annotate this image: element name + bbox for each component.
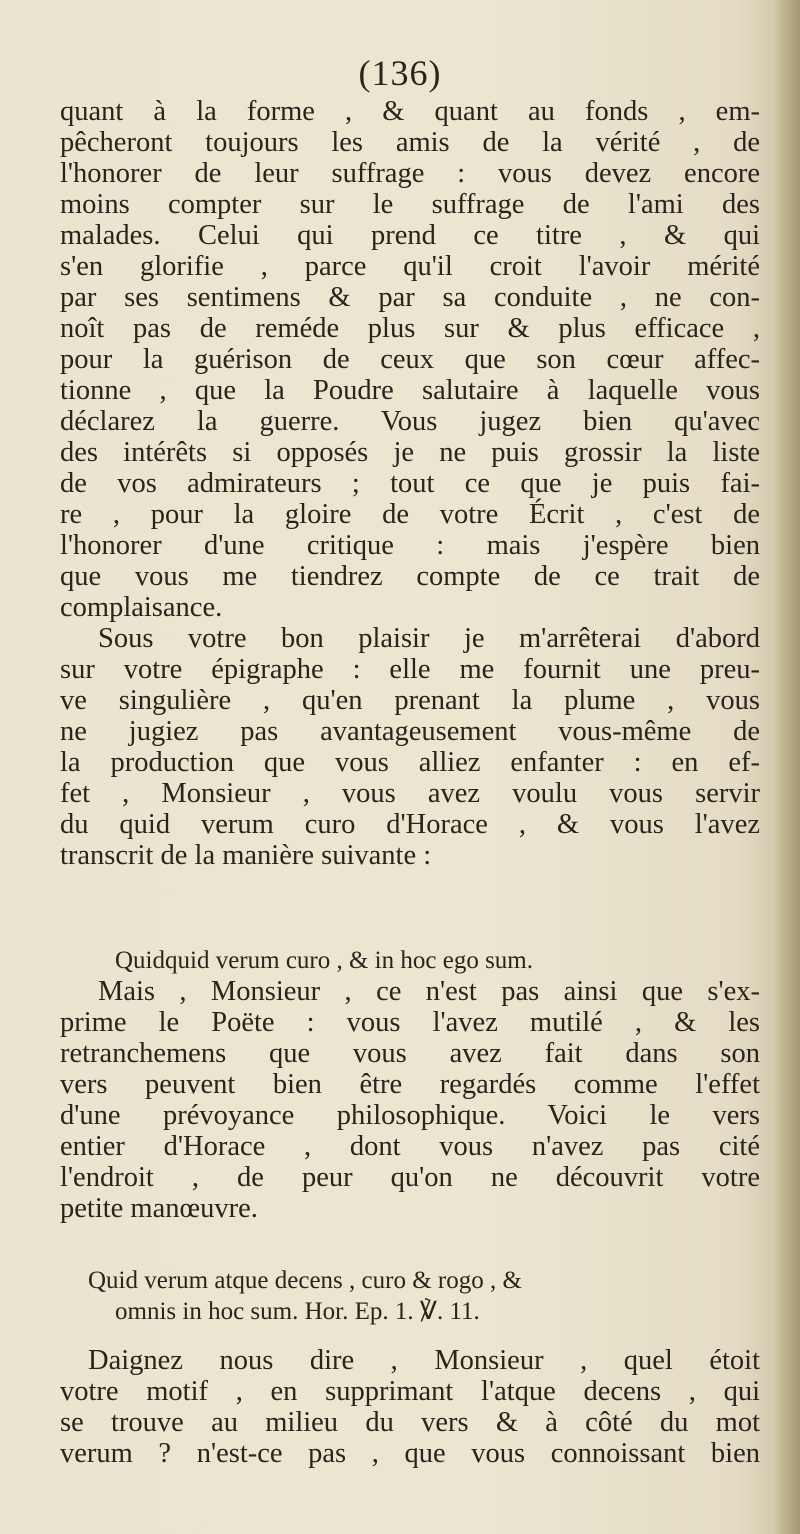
- text-line: pêcheront toujours les amis de la vérité , de: [60, 127, 760, 158]
- text-line: votre motif , en supprimant l'atque decens , qui: [60, 1376, 760, 1407]
- text-line: l'honorer d'une critique : mais j'espère bien: [60, 530, 760, 561]
- text-line: moins compter sur le suffrage de l'ami des: [60, 189, 760, 220]
- text-line: Sous votre bon plaisir je m'arrêterai d'abord: [98, 623, 760, 654]
- text-line: pour la guérison de ceux que son cœur affec-: [60, 344, 760, 375]
- text-line: du quid verum curo d'Horace , & vous l'avez: [60, 809, 760, 840]
- quote-line: Quid verum atque decens , curo & rogo , &: [88, 1267, 522, 1294]
- page-edge: [774, 0, 800, 1534]
- text-line: Mais , Monsieur , ce n'est pas ainsi que s'ex-: [98, 976, 760, 1007]
- text-line: tionne , que la Poudre salutaire à laquelle vous: [60, 375, 760, 406]
- text-line: re , pour la gloire de votre Écrit , c'est de: [60, 499, 760, 530]
- text-line: malades. Celui qui prend ce titre , & qui: [60, 220, 760, 251]
- text-line: par ses sentimens & par sa conduite , ne con-: [60, 282, 760, 313]
- text-line: Daignez nous dire , Monsieur , quel étoit: [88, 1345, 760, 1376]
- text-line: ve singulière , qu'en prenant la plume , vous: [60, 685, 760, 716]
- text-line: retranchemens que vous avez fait dans son: [60, 1038, 760, 1069]
- quotation-1: [60, 945, 760, 976]
- text-line: s'en glorifie , parce qu'il croit l'avoir mérité: [60, 251, 760, 282]
- text-line: prime le Poëte : vous l'avez mutilé , & les: [60, 1007, 760, 1038]
- quotation-2: [60, 1265, 760, 1327]
- text-line: l'honorer de leur suffrage : vous devez encore: [60, 158, 760, 189]
- text-line: fet , Monsieur , vous avez voulu vous servir: [60, 778, 760, 809]
- text-line: quant à la forme , & quant au fonds , em-: [60, 96, 760, 127]
- paragraph-block-2: [60, 976, 760, 1224]
- text-line: complaisance.: [60, 592, 223, 623]
- text-line: de vos admirateurs ; tout ce que je puis fai-: [60, 468, 760, 499]
- text-line: la production que vous alliez enfanter : en ef-: [60, 747, 760, 778]
- paragraph-block-1: [60, 96, 760, 871]
- text-line: d'une prévoyance philosophique. Voici le vers: [60, 1100, 760, 1131]
- text-line: verum ? n'est-ce pas , que vous connoissant bien: [60, 1438, 760, 1469]
- text-line: vers peuvent bien être regardés comme l'effet: [60, 1069, 760, 1100]
- text-line: se trouve au milieu du vers & à côté du mot: [60, 1407, 760, 1438]
- text-line: ne jugiez pas avantageusement vous-même de: [60, 716, 760, 747]
- text-line: entier d'Horace , dont vous n'avez pas cité: [60, 1131, 760, 1162]
- text-line: sur votre épigraphe : elle me fournit une preu-: [60, 654, 760, 685]
- text-line: l'endroit , de peur qu'on ne découvrit votre: [60, 1162, 760, 1193]
- text-line: des intérêts si opposés je ne puis grossir la liste: [60, 437, 760, 468]
- text-line: transcrit de la manière suivante :: [60, 840, 432, 871]
- text-line: déclarez la guerre. Vous jugez bien qu'avec: [60, 406, 760, 437]
- text-line: que vous me tiendrez compte de ce trait de: [60, 561, 760, 592]
- text-line: petite manœuvre.: [60, 1193, 258, 1224]
- quote-line: Quidquid verum curo , & in hoc ego sum.: [115, 947, 533, 974]
- text-line: noît pas de reméde plus sur & plus efficace ,: [60, 313, 760, 344]
- quote-line: omnis in hoc sum. Hor. Ep. 1. ℣. 11.: [115, 1298, 480, 1325]
- paragraph-block-3: [60, 1345, 760, 1469]
- page-number: (136): [358, 53, 442, 93]
